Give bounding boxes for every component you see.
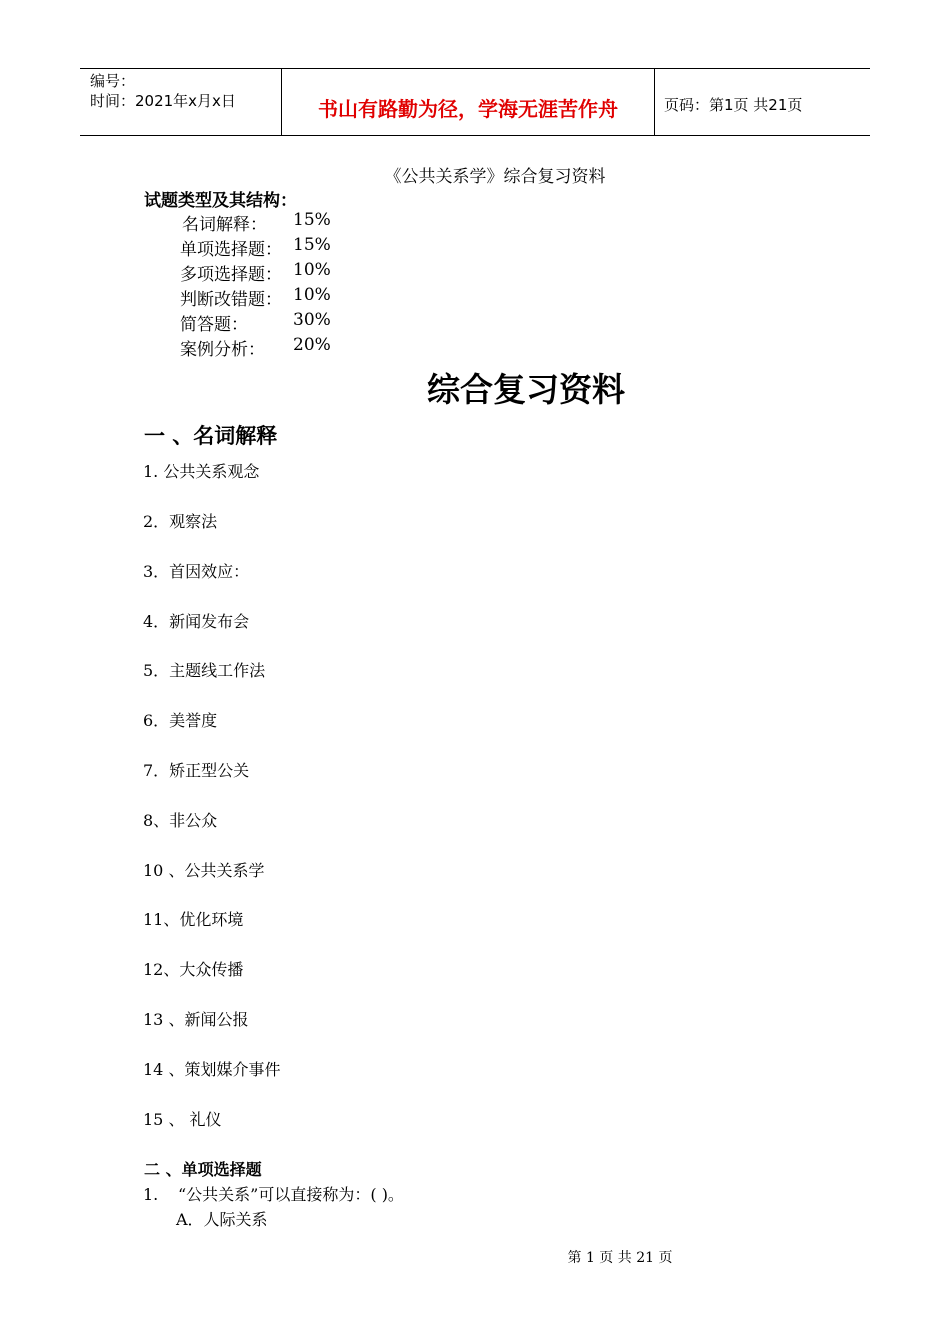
header-motto: 书山有路勤为径，学海无涯苦作舟	[318, 97, 618, 121]
header-divider	[654, 69, 655, 135]
number-label: 编号：	[90, 72, 136, 90]
structure-value: 10%	[293, 285, 331, 305]
section2-heading: 二 、单项选择题	[144, 1160, 262, 1179]
term-item: 4．新闻发布会	[143, 612, 250, 631]
term-item: 1. 公共关系观念	[143, 462, 260, 481]
header-left-cell	[90, 71, 236, 111]
structure-label: 名词解释：	[182, 215, 267, 235]
structure-label: 单项选择题：	[180, 240, 282, 260]
page-footer: 第 1 页 共 21 页	[567, 1250, 673, 1266]
term-item: 12、大众传播	[143, 960, 244, 979]
header-page-info: 页码：第1页 共21页	[664, 96, 803, 114]
structure-label: 简答题：	[180, 315, 248, 335]
question-number: 1.	[143, 1185, 159, 1204]
document-title: 《公共关系学》综合复习资料	[384, 167, 606, 187]
structure-value: 15%	[293, 210, 331, 230]
term-item: 2．观察法	[143, 512, 218, 531]
structure-value: 30%	[293, 310, 331, 330]
structure-value: 15%	[293, 235, 331, 255]
term-item: 5．主题线工作法	[143, 661, 266, 680]
time-label: 时间：2021年x月x日	[90, 92, 236, 110]
term-item: 7．矫正型公关	[143, 761, 250, 780]
term-item: 8、非公众	[143, 811, 218, 830]
term-item: 14 、策划媒介事件	[143, 1060, 281, 1079]
term-item: 3．首因效应：	[143, 562, 250, 581]
main-title: 综合复习资料	[427, 370, 625, 409]
page-header	[80, 68, 870, 136]
structure-label: 案例分析：	[180, 340, 265, 360]
term-item: 13 、新闻公报	[143, 1010, 249, 1029]
structure-label: 判断改错题：	[180, 290, 282, 310]
term-item: 15 、 礼仪	[143, 1110, 222, 1129]
structure-value: 10%	[293, 260, 331, 280]
term-item: 11、优化环境	[143, 910, 244, 929]
term-item: 6．美誉度	[143, 711, 218, 730]
section1-heading: 一 、名词解释	[144, 424, 278, 448]
structure-label: 多项选择题：	[180, 265, 282, 285]
structure-heading: 试题类型及其结构：	[144, 191, 297, 211]
question-1	[143, 1182, 404, 1205]
term-item: 10 、公共关系学	[143, 861, 265, 880]
question-text: “公共关系”可以直接称为：( )。	[178, 1185, 404, 1204]
question-1-option-a: A．人际关系	[176, 1210, 268, 1229]
structure-value: 20%	[293, 335, 331, 355]
